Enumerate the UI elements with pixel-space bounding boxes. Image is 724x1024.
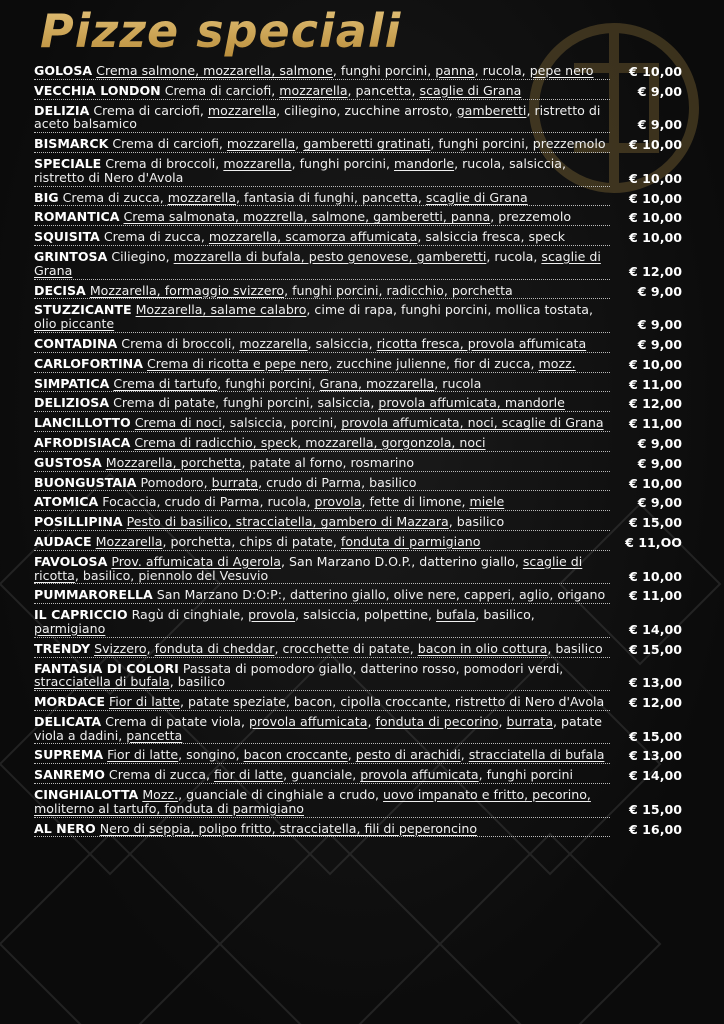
menu-item <box>34 104 682 134</box>
ingredient-highlight: stracciatella di bufala <box>468 747 605 763</box>
ingredient-highlight: burrata <box>211 474 259 490</box>
menu-item-description <box>34 137 610 153</box>
menu-item <box>34 230 682 246</box>
menu-item <box>34 84 682 100</box>
menu-item <box>34 436 682 452</box>
ingredient-highlight: scaglie di Grana <box>425 189 528 205</box>
menu-item <box>34 822 682 838</box>
ingredient-text: , basilico <box>169 674 226 690</box>
ingredient-text: , salsiccia, polpettine, <box>295 607 437 623</box>
menu-item <box>34 495 682 511</box>
ingredient-text: , <box>367 713 376 729</box>
menu-item-price: € 9,00 <box>637 117 682 133</box>
menu-item-description <box>34 515 610 531</box>
menu-item-price: € 9,00 <box>637 455 682 471</box>
ingredient-highlight: provola <box>314 494 362 510</box>
ingredient-text: , funghi porcini, radicchio, porchetta <box>284 282 513 298</box>
ingredient-highlight: mozzarella <box>167 189 236 205</box>
menu-item-name: SANREMO <box>34 767 105 783</box>
menu-item-price: € 16,00 <box>629 821 682 837</box>
menu-item-price: € 14,00 <box>629 621 682 637</box>
menu-item-price: € 10,00 <box>629 356 682 372</box>
menu-item-name: SPECIALE <box>34 155 102 171</box>
ingredient-highlight: Crema di radicchio, speck, mozzarella, gorgonzola, noci <box>134 434 486 450</box>
menu-item-name: GRINTOSA <box>34 248 108 264</box>
menu-item-description <box>34 436 610 452</box>
menu-item <box>34 250 682 280</box>
menu-item <box>34 748 682 764</box>
menu-item-name: TRENDY <box>34 640 91 656</box>
menu-item <box>34 535 682 551</box>
menu-item-price: € 12,00 <box>629 695 682 711</box>
menu-item-name: BIG <box>34 189 59 205</box>
menu-item-price: € 11,00 <box>629 376 682 392</box>
menu-item-name: DELIZIOSA <box>34 395 110 411</box>
ingredient-highlight: Mozz. <box>142 787 179 803</box>
ingredient-highlight: mozzarella <box>207 102 277 118</box>
ingredient-text: , guanciale, <box>283 767 361 783</box>
menu-item-price: € 10,00 <box>629 64 682 79</box>
ingredient-highlight: bacon in olio cottura <box>417 640 548 656</box>
menu-item-name: DELIZIA <box>34 102 90 118</box>
menu-item <box>34 642 682 658</box>
ingredient-highlight: mandorle <box>394 155 455 171</box>
menu-item <box>34 555 682 585</box>
ingredient-highlight: Prov. affumicata di Agerola <box>111 553 281 569</box>
ingredient-text: , rucola, salsiccia, ristretto di Nero d'Avola <box>34 155 567 185</box>
menu-item-name: CARLOFORTINA <box>34 355 143 371</box>
menu-item-description <box>34 476 610 492</box>
menu-item <box>34 768 682 784</box>
ingredient-text: , ristretto di aceto balsamico <box>34 102 601 132</box>
ingredient-text: Focaccia, crudo di Parma, rucola, <box>102 494 315 510</box>
ingredient-text: , basilico <box>547 640 603 656</box>
ingredient-highlight: Grana, mozzarella <box>319 375 435 391</box>
menu-item-price: € 10,00 <box>629 230 682 246</box>
menu-item-name: FANTASIA DI COLORI <box>34 660 179 676</box>
ingredient-highlight: Fior di latte <box>108 694 181 710</box>
menu-item-name: VECCHIA LONDON <box>34 82 161 98</box>
menu-item-price: € 12,00 <box>629 396 682 412</box>
menu-item-price: € 13,00 <box>629 748 682 764</box>
menu-item-description <box>34 748 610 764</box>
ingredient-highlight: burrata <box>506 713 553 729</box>
ingredient-highlight: Mozzarella, porchetta <box>105 454 242 470</box>
ingredient-text: Passata di pomodoro giallo, datterino rosso, pomodori verdi, <box>182 660 564 676</box>
ingredient-text: , crudo di Parma, basilico <box>258 474 417 490</box>
ingredient-text: , funghi porcini, <box>217 375 320 391</box>
ingredient-text: , pancetta, <box>347 82 420 98</box>
menu-item-description <box>34 662 610 692</box>
ingredient-text: , funghi porcini, prezzemolo <box>430 136 606 152</box>
ingredient-text: Crema di broccoli, <box>105 155 224 171</box>
menu-item-description <box>34 642 610 658</box>
menu-item-price: € 13,00 <box>629 675 682 691</box>
ingredient-highlight: Crema salmone, mozzarella, salmone <box>96 63 333 78</box>
menu-list <box>34 64 682 841</box>
menu-item-price: € 10,00 <box>629 475 682 491</box>
ingredient-text: , prezzemolo <box>490 209 572 225</box>
ingredient-text: , patate speziate, bacon, cipolla croccante, ristretto di Nero d'Avola <box>180 694 605 710</box>
menu-item-name: SIMPATICA <box>34 375 110 391</box>
menu-item <box>34 515 682 531</box>
ingredient-highlight: Crema di noci <box>134 415 222 431</box>
menu-item <box>34 456 682 472</box>
menu-item <box>34 476 682 492</box>
menu-item-name: ROMANTICA <box>34 209 120 225</box>
ingredient-highlight: fonduta di pecorino <box>375 713 499 729</box>
menu-item-description <box>34 104 610 134</box>
menu-item <box>34 303 682 333</box>
ingredient-text: , patate viola a dadini, <box>34 713 603 743</box>
ingredient-text: Crema di zucca, <box>62 189 168 205</box>
ingredient-text: , salsiccia, porcini, <box>221 415 342 431</box>
ingredient-text: , <box>347 747 356 763</box>
ingredient-highlight: fonduta di parmigiano <box>340 533 481 549</box>
ingredient-highlight: mozzarella <box>239 335 308 351</box>
ingredient-highlight: uovo impanato e fritto, pecorino, moliterno al tartufo, fonduta di parmigiano <box>34 787 591 816</box>
menu-item-name: GUSTOSA <box>34 454 102 470</box>
menu-item-price: € 9,00 <box>637 317 682 333</box>
menu-item-description <box>34 250 610 280</box>
ingredient-text: , <box>498 713 507 729</box>
menu-item-name: DELICATA <box>34 713 102 729</box>
menu-item-price: € 10,00 <box>629 137 682 153</box>
ingredient-text: , patate al forno, rosmarino <box>241 454 415 470</box>
menu-item-description <box>34 84 610 100</box>
menu-item-description <box>34 191 610 207</box>
ingredient-text: Crema di patate, funghi porcini, salsiccia, <box>113 395 379 411</box>
menu-item-name: BUONGUSTAIA <box>34 474 137 490</box>
ingredient-highlight: pesto di arachidi <box>355 747 461 763</box>
menu-item-name: AUDACE <box>34 533 92 549</box>
menu-item-price: € 9,00 <box>637 495 682 511</box>
ingredient-text: , crocchette di patate, <box>274 640 418 656</box>
menu-item-price: € 9,00 <box>637 283 682 299</box>
menu-item-name: LANCILLOTTO <box>34 415 131 431</box>
ingredient-highlight: stracciatella di bufala <box>34 674 170 690</box>
menu-item <box>34 588 682 604</box>
ingredient-text: , San Marzano D.O.P., datterino giallo, <box>280 553 523 569</box>
ingredient-text: Ciliegino, <box>111 248 174 264</box>
ingredient-highlight: fior di latte <box>214 767 284 783</box>
ingredient-highlight: ricotta fresca, provola affumicata <box>376 335 587 351</box>
ingredient-highlight: Svizzero <box>94 640 147 656</box>
ingredient-text: , ciliegino, zucchine arrosto, <box>276 102 457 118</box>
menu-item-description <box>34 695 610 711</box>
ingredient-highlight: provola affumicata, noci, scaglie di Grana <box>341 415 604 431</box>
menu-item-description <box>34 588 610 604</box>
ingredient-highlight: olio piccante <box>34 316 115 332</box>
menu-item-name: BISMARCK <box>34 136 109 152</box>
ingredient-highlight: mozzarella, scamorza affumicata <box>208 229 418 245</box>
ingredient-highlight: fonduta di cheddar <box>154 640 275 656</box>
menu-item-name: MORDACE <box>34 694 105 710</box>
menu-item-name: CONTADINA <box>34 335 118 351</box>
page-title: Pizze speciali <box>40 4 402 58</box>
menu-item-price: € 15,00 <box>629 728 682 744</box>
ingredient-text: , basilico, piennolo del Vesuvio <box>74 567 269 583</box>
menu-item-description <box>34 157 610 187</box>
ingredient-text: , rucola, <box>486 248 542 264</box>
menu-item-price: € 11,00 <box>629 588 682 604</box>
ingredient-highlight: Crema di tartufo <box>113 375 218 391</box>
ingredient-text: Crema di zucca, <box>103 229 209 245</box>
menu-item-description <box>34 303 610 333</box>
ingredient-highlight: provola affumicata <box>249 713 368 729</box>
ingredient-text: , basilico <box>448 514 505 530</box>
menu-item-description <box>34 555 610 585</box>
ingredient-highlight: mozzarella <box>279 82 348 98</box>
ingredient-text: , <box>146 640 155 656</box>
ingredient-text: , songino, <box>178 747 244 763</box>
menu-item <box>34 357 682 373</box>
ingredient-text: Crema di zucca, <box>108 767 214 783</box>
ingredient-highlight: Mozzarella <box>95 533 163 549</box>
menu-item <box>34 284 682 300</box>
ingredient-highlight: provola affumicata <box>360 767 479 783</box>
ingredient-text: , rucola <box>434 375 482 391</box>
menu-item-description <box>34 608 610 638</box>
ingredient-text: , guanciale di cinghiale a crudo, <box>178 787 384 803</box>
menu-item <box>34 608 682 638</box>
ingredient-text: Crema di carciofi, <box>164 82 280 98</box>
menu-item-description <box>34 822 610 838</box>
ingredient-highlight: bufala <box>436 607 476 623</box>
ingredient-highlight: Crema salmonata, mozzrella, salmone, gamberetti, panna <box>123 209 491 225</box>
ingredient-highlight: miele <box>469 494 505 510</box>
menu-item-price: € 15,00 <box>629 641 682 657</box>
menu-item-price: € 12,00 <box>629 263 682 279</box>
menu-item-description <box>34 284 610 300</box>
menu-item-name: ATOMICA <box>34 494 99 510</box>
ingredient-highlight: provola affumicata, mandorle <box>378 395 565 411</box>
menu-item-price: € 10,00 <box>629 568 682 584</box>
ingredient-highlight: provola <box>248 607 296 623</box>
menu-item-name: PUMMARORELLA <box>34 587 153 603</box>
ingredient-highlight: gamberetti gratinati <box>303 136 431 152</box>
ingredient-highlight: mozzarella di bufala, pesto genovese, gamberetti <box>173 248 487 264</box>
ingredient-text: , funghi porcini, <box>332 63 436 78</box>
ingredient-highlight: gamberetti <box>456 102 527 118</box>
menu-item-name: DECISA <box>34 282 86 298</box>
ingredient-text: , funghi porcini <box>478 767 574 783</box>
ingredient-highlight: scaglie di Grana <box>419 82 522 98</box>
menu-item <box>34 137 682 153</box>
ingredient-highlight: Mozzarella, formaggio svizzero <box>89 282 285 298</box>
menu-item-description <box>34 377 610 393</box>
menu-item-price: € 15,00 <box>629 801 682 817</box>
ingredient-text: Pomodoro, <box>140 474 212 490</box>
ingredient-highlight: Nero di seppia, polipo fritto, stracciatella, fili di peperoncino <box>99 820 478 836</box>
ingredient-text: , <box>460 747 469 763</box>
menu-item-price: € 9,00 <box>637 83 682 99</box>
menu-item-name: SUPREMA <box>34 747 104 763</box>
ingredient-text: , <box>295 136 304 152</box>
menu-item <box>34 662 682 692</box>
menu-item <box>34 210 682 226</box>
menu-item-description <box>34 357 610 373</box>
menu-item-price: € 10,00 <box>629 190 682 206</box>
menu-item-description <box>34 416 610 432</box>
ingredient-text: , funghi porcini, <box>291 155 394 171</box>
ingredient-highlight: mozz. <box>538 355 576 371</box>
ingredient-text: Crema di carciofi, <box>93 102 208 118</box>
menu-item-name: IL CAPRICCIO <box>34 607 128 623</box>
ingredient-highlight: panna <box>435 63 475 78</box>
ingredient-text: San Marzano D:O:P:, datterino giallo, olive nere, capperi, aglio, origano <box>156 587 606 603</box>
ingredient-text: , basilico, <box>475 607 535 623</box>
ingredient-highlight: bacon croccante <box>243 747 348 763</box>
menu-item-price: € 11,OO <box>625 534 682 550</box>
menu-item <box>34 396 682 412</box>
menu-item-name: FAVOLOSA <box>34 553 108 569</box>
menu-item <box>34 157 682 187</box>
menu-item <box>34 416 682 432</box>
ingredient-highlight: Fior di latte <box>107 747 179 763</box>
menu-item-name: SQUISITA <box>34 229 100 245</box>
ingredient-text: , salsiccia, <box>307 335 377 351</box>
ingredient-text: , salsiccia fresca, speck <box>417 229 566 245</box>
menu-item-name: GOLOSA <box>34 63 93 78</box>
menu-item-name: AFRODISIACA <box>34 434 131 450</box>
menu-item <box>34 337 682 353</box>
menu-item-description <box>34 788 610 818</box>
menu-item-price: € 10,00 <box>629 210 682 226</box>
menu-item-name: CINGHIALOTTA <box>34 787 139 803</box>
menu-item-name: AL NERO <box>34 820 96 836</box>
menu-item-description <box>34 768 610 784</box>
ingredient-text: , fette di limone, <box>361 494 470 510</box>
menu-item-description <box>34 535 610 551</box>
menu-item-price: € 11,00 <box>629 416 682 432</box>
ingredient-text: , cime di rapa, funghi porcini, mollica tostata, <box>306 302 593 318</box>
menu-item-description <box>34 64 610 80</box>
ingredient-highlight: Pesto di basilico, stracciatella, gambero di Mazzara <box>126 514 449 530</box>
ingredient-highlight: Crema di ricotta e pepe nero <box>146 355 329 371</box>
ingredient-highlight: pancetta <box>126 727 183 743</box>
menu-item <box>34 191 682 207</box>
menu-item-price: € 9,00 <box>637 336 682 352</box>
ingredient-text: , fantasia di funghi, pancetta, <box>236 189 426 205</box>
menu-item <box>34 64 682 80</box>
ingredient-text: Crema di broccoli, <box>121 335 240 351</box>
ingredient-text: Crema di carciofi, <box>112 136 227 152</box>
menu-item-description <box>34 230 610 246</box>
menu-item-name: POSILLIPINA <box>34 514 123 530</box>
menu-item-price: € 14,00 <box>629 768 682 784</box>
ingredient-text: , rucola, <box>474 63 530 78</box>
ingredient-highlight: mozzarella <box>223 155 292 171</box>
ingredient-text: Crema di patate viola, <box>105 713 250 729</box>
ingredient-highlight: pepe nero <box>529 63 594 78</box>
menu-item <box>34 715 682 745</box>
menu-item-description <box>34 495 610 511</box>
ingredient-highlight: Mozzarella, salame calabro <box>135 302 307 318</box>
menu-item-description <box>34 337 610 353</box>
menu-item-price: € 15,00 <box>629 515 682 531</box>
menu-item-description <box>34 456 610 472</box>
menu-item-description <box>34 396 610 412</box>
ingredient-highlight: parmigiano <box>34 620 106 636</box>
ingredient-text: , zucchine julienne, fior di zucca, <box>328 355 539 371</box>
ingredient-text: , porchetta, chips di patate, <box>162 533 341 549</box>
menu-item <box>34 695 682 711</box>
ingredient-text: Ragù di cinghiale, <box>131 607 249 623</box>
menu-item <box>34 788 682 818</box>
menu-item <box>34 377 682 393</box>
menu-item-price: € 9,00 <box>637 435 682 451</box>
menu-item-price: € 10,00 <box>629 170 682 186</box>
menu-item-description <box>34 210 610 226</box>
ingredient-highlight: scaglie di ricotta <box>34 553 583 583</box>
menu-item-description <box>34 715 610 745</box>
menu-item-name: STUZZICANTE <box>34 302 132 318</box>
ingredient-highlight: scaglie di Grana <box>34 248 601 278</box>
ingredient-highlight: mozzarella <box>226 136 296 152</box>
